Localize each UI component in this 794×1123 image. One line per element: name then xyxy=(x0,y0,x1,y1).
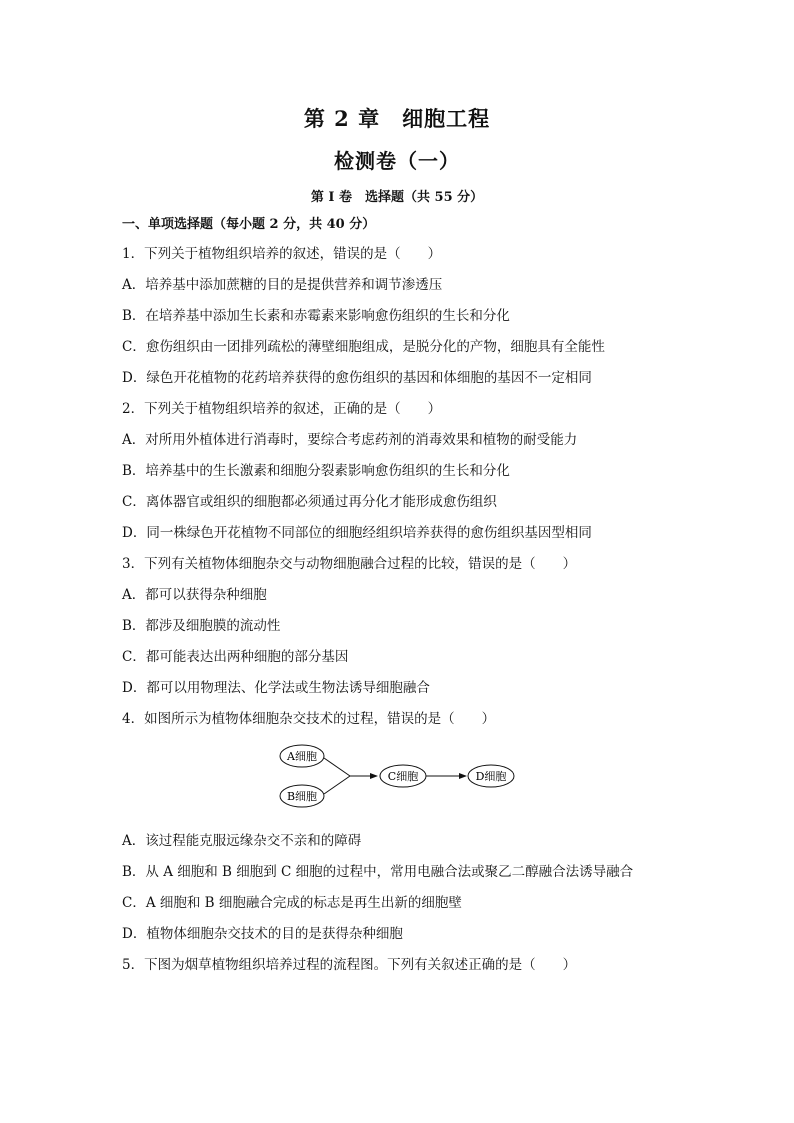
question-3-stem: 3．下列有关植物体细胞杂交与动物细胞融合过程的比较，错误的是（ ） xyxy=(122,556,577,572)
question-3-option-c: C．都可能表达出两种细胞的部分基因 xyxy=(122,649,349,665)
fusion-diagram-svg xyxy=(122,738,682,829)
section-heading: 一、单项选择题（每小题 2 分，共 40 分） xyxy=(122,217,376,232)
question-1-option-a: A．培养基中添加蔗糖的目的是提供营养和调节渗透压 xyxy=(122,277,443,293)
node-d-label: D细胞 xyxy=(475,770,507,783)
question-4-option-d: D．植物体细胞杂交技术的目的是获得杂种细胞 xyxy=(122,926,403,942)
question-2-option-a: A．对所用外植体进行消毒时，要综合考虑药剂的消毒效果和植物的耐受能力 xyxy=(122,432,578,448)
question-3-option-b: B．都涉及细胞膜的流动性 xyxy=(122,618,281,634)
question-1-option-c: C．愈伤组织由一团排列疏松的薄壁细胞组成，是脱分化的产物，细胞具有全能性 xyxy=(122,339,605,355)
node-a-label: A细胞 xyxy=(287,750,317,763)
question-2-stem: 2．下列关于植物组织培养的叙述，正确的是（ ） xyxy=(122,401,442,417)
question-1-option-b: B．在培养基中添加生长素和赤霉素来影响愈伤组织的生长和分化 xyxy=(122,308,510,324)
node-c-label: C细胞 xyxy=(387,770,419,783)
node-b-label: B细胞 xyxy=(286,790,318,803)
question-2-option-b: B．培养基中的生长激素和细胞分裂素影响愈伤组织的生长和分化 xyxy=(122,463,510,479)
question-1-option-d: D．绿色开花植物的花药培养获得的愈伤组织的基因和体细胞的基因不一定相同 xyxy=(122,370,592,386)
question-list xyxy=(122,214,682,984)
question-4-option-a: A．该过程能克服远缘杂交不亲和的障碍 xyxy=(122,833,362,849)
exam-title: 检测卷（一） xyxy=(334,149,460,173)
edge-b-to-join xyxy=(324,776,350,794)
node-d-cell xyxy=(468,765,514,787)
node-c-cell xyxy=(380,765,426,787)
part-title: 第 I 卷 选择题（共 55 分） xyxy=(310,190,484,205)
question-4-stem: 4．如图所示为植物体细胞杂交技术的过程，错误的是（ ） xyxy=(122,711,496,727)
node-a-cell xyxy=(280,745,324,767)
question-1-stem: 1．下列关于植物组织培养的叙述，错误的是（ ） xyxy=(122,246,442,262)
chapter-title: 第 2 章 细胞工程 xyxy=(303,106,491,131)
fusion-diagram xyxy=(122,738,682,829)
question-3-option-a: A．都可以获得杂种细胞 xyxy=(122,587,267,603)
question-4-option-b: B．从 A 细胞和 B 细胞到 C 细胞的过程中，常用电融合法或聚乙二醇融合法诱导融合 xyxy=(122,864,634,880)
question-3-option-d: D．都可以用物理法、化学法或生物法诱导细胞融合 xyxy=(122,680,430,696)
edge-a-to-join xyxy=(324,758,350,776)
question-2-option-d: D．同一株绿色开花植物不同部位的细胞经组织培养获得的愈伤组织基因型相同 xyxy=(122,525,592,541)
question-5-stem: 5．下图为烟草植物组织培养过程的流程图。下列有关叙述正确的是（ ） xyxy=(122,957,577,973)
question-4-option-c: C．A 细胞和 B 细胞融合完成的标志是再生出新的细胞壁 xyxy=(122,895,462,911)
node-b-cell xyxy=(280,785,324,807)
question-2-option-c: C．离体器官或组织的细胞都必须通过再分化才能形成愈伤组织 xyxy=(122,494,497,510)
